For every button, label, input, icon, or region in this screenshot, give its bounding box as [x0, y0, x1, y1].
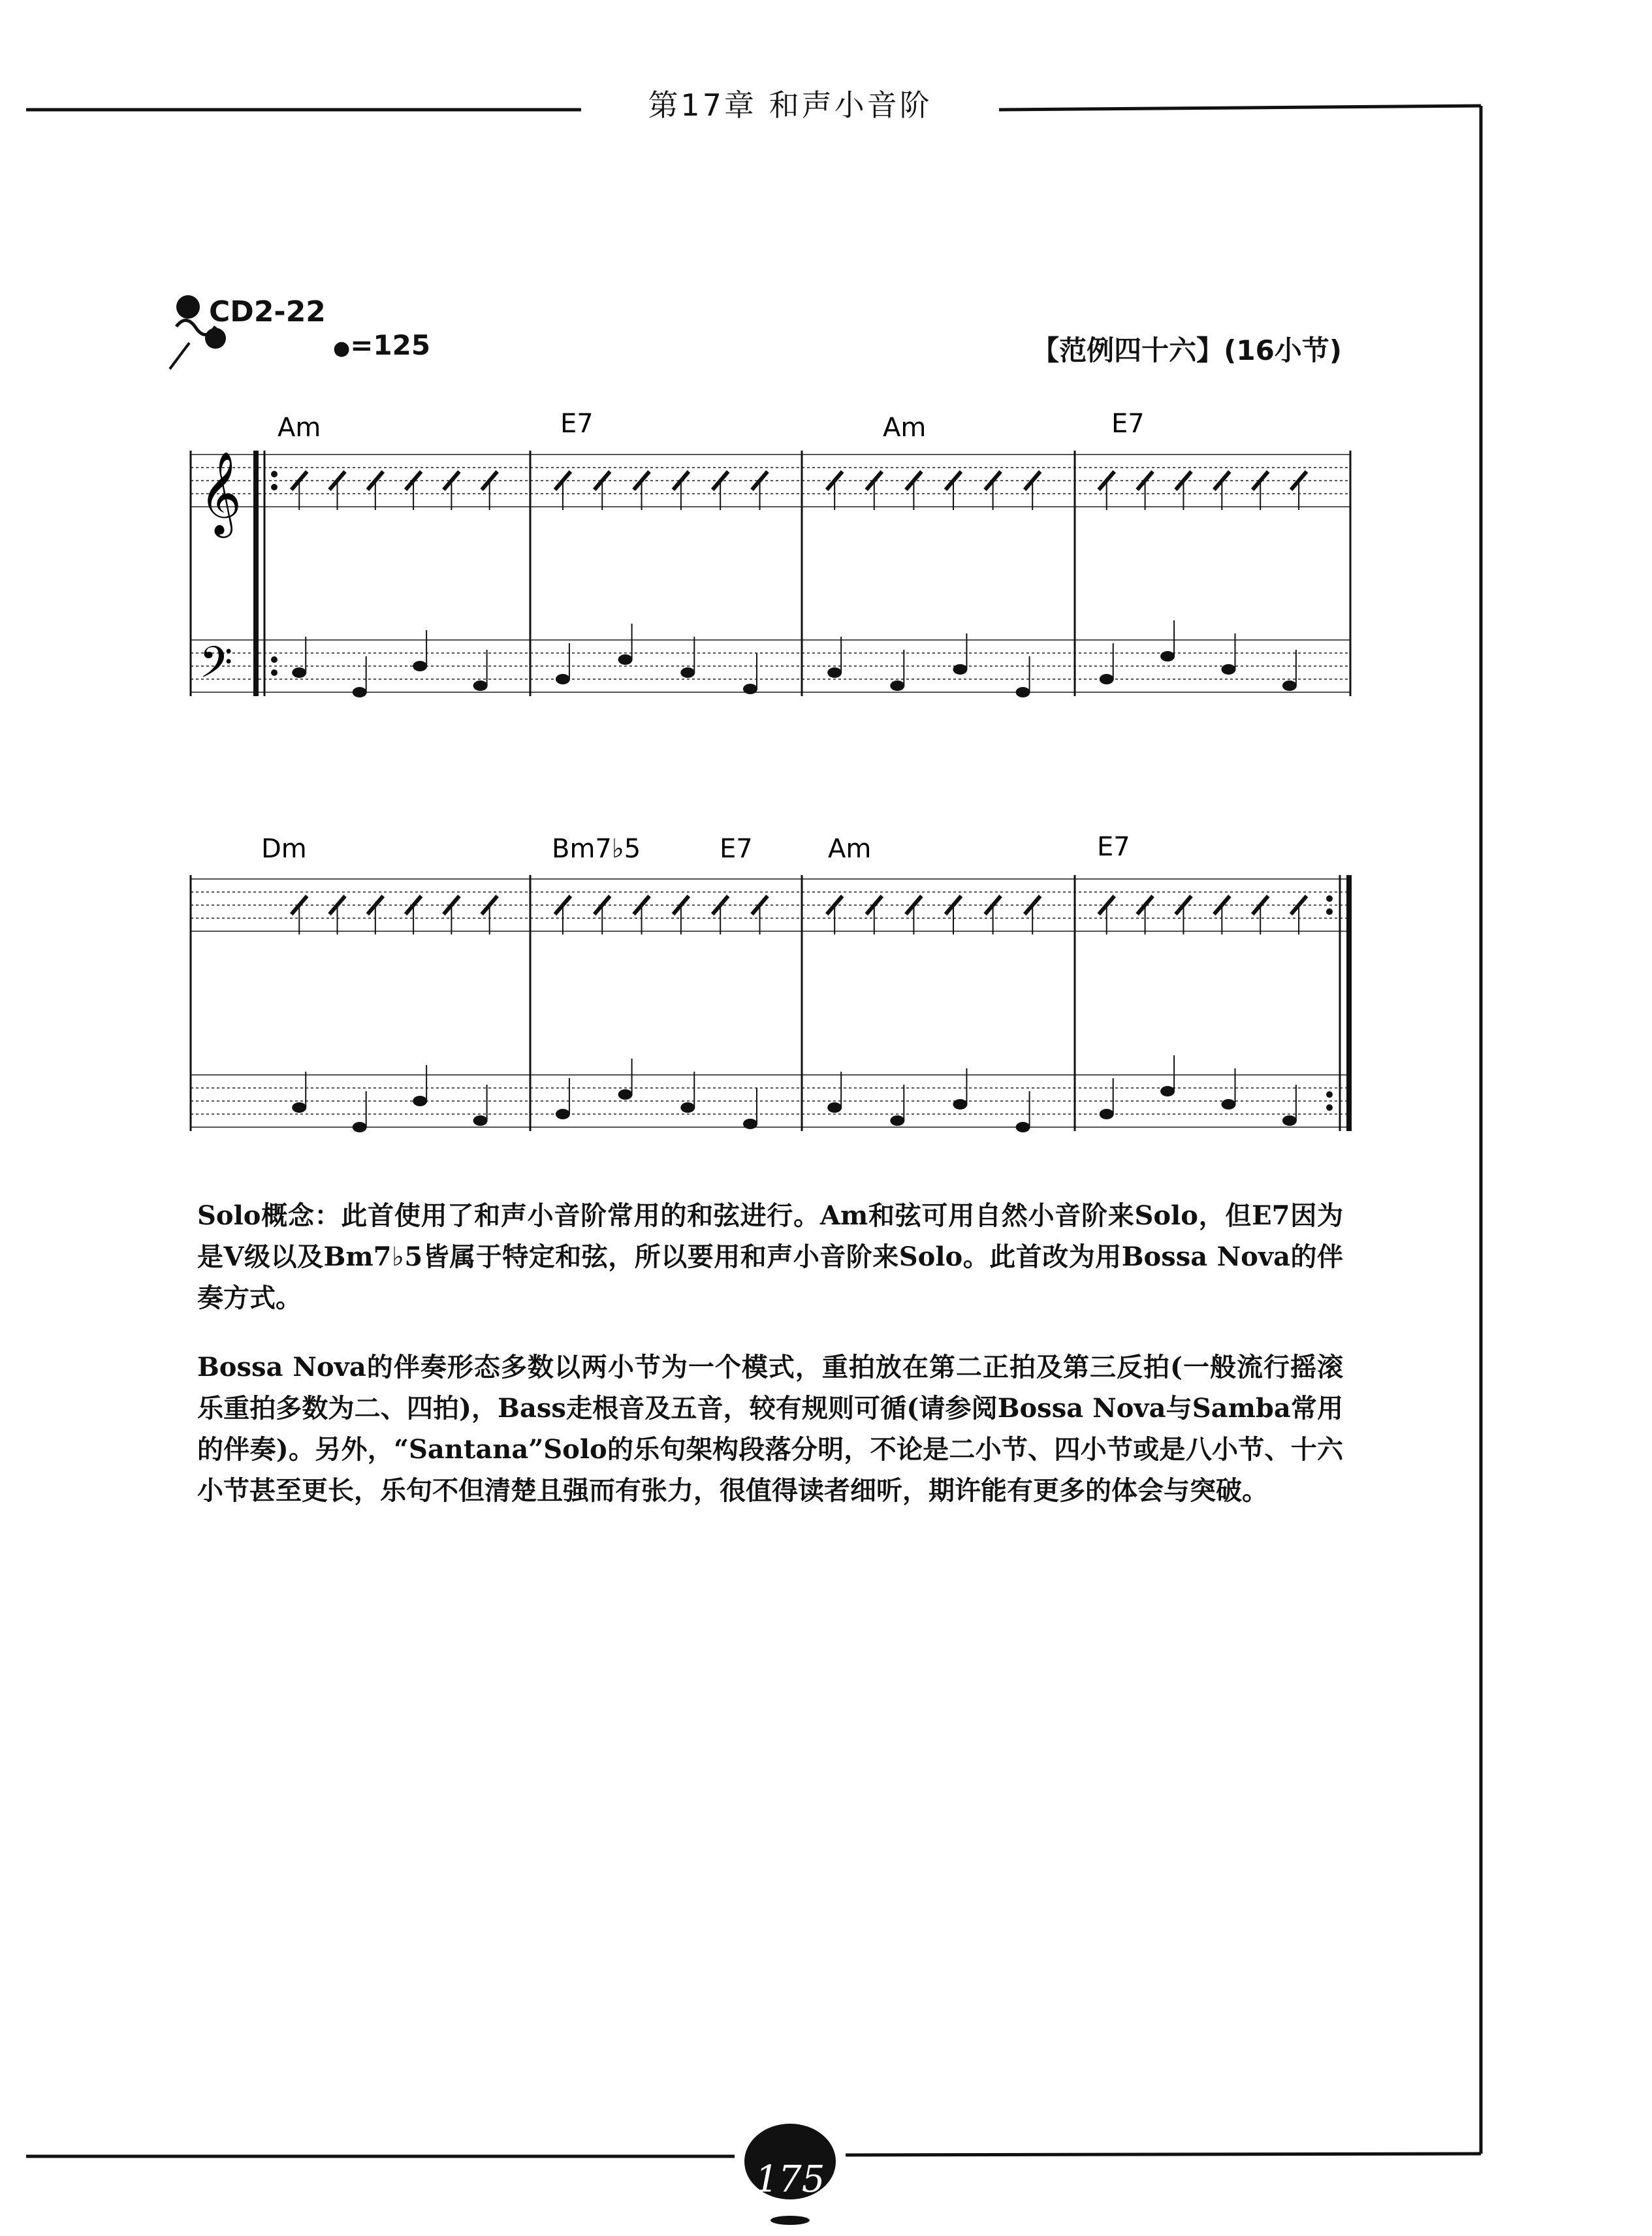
- bass-note: [292, 1102, 306, 1113]
- bass-clef-icon: 𝄢: [199, 637, 233, 698]
- bass-note: [827, 667, 842, 678]
- bass-note: [680, 667, 695, 678]
- bass-note: [743, 684, 757, 694]
- bass-note: [413, 661, 427, 671]
- bass-note: [680, 1102, 695, 1113]
- chord-symbol: E7: [720, 834, 753, 864]
- bass-note: [473, 680, 488, 691]
- chord-symbol: Am: [883, 413, 927, 443]
- bass-note: [618, 654, 633, 665]
- bass-note: [473, 1115, 488, 1126]
- bass-note: [1016, 687, 1030, 697]
- bass-note: [413, 1096, 427, 1106]
- bass-note: [890, 680, 904, 691]
- treble-staff: [191, 455, 1350, 507]
- bass-note: [1282, 680, 1297, 691]
- chord-symbol: Dm: [261, 834, 307, 864]
- bass-note: [1016, 1122, 1030, 1132]
- bass-note: [1100, 674, 1114, 684]
- bass-note: [292, 667, 306, 678]
- rhythm-notation: [291, 471, 1307, 1132]
- bass-note: [353, 687, 367, 697]
- chord-symbol: E7: [1111, 409, 1145, 439]
- bass-note: [353, 1122, 367, 1132]
- bass-note: [1160, 651, 1175, 662]
- bass-note: [1282, 1115, 1297, 1126]
- bass-note: [618, 1089, 633, 1100]
- cd-track-label: CD2-22: [209, 295, 326, 328]
- bass-staff: [191, 1075, 1350, 1127]
- bass-note: [743, 1119, 757, 1129]
- bass-note: [556, 674, 570, 684]
- treble-clef-icon: 𝄞: [199, 451, 242, 534]
- chord-symbol: Am: [278, 413, 321, 443]
- quarter-note-icon: ●: [333, 337, 351, 360]
- example-title: 【范例四十六】(16小节): [1032, 334, 1342, 366]
- bass-staff: [191, 640, 1350, 692]
- bass-note: [1160, 1086, 1175, 1096]
- chapter-title: 第17章 和声小音阶: [648, 88, 932, 123]
- bass-note: [1100, 1109, 1114, 1119]
- bass-note: [1221, 664, 1235, 675]
- treble-staff: [191, 879, 1350, 931]
- bossa-nova-paragraph: Bossa Nova的伴奏形态多数以两小节为一个模式，重拍放在第二正拍及第三反拍(一般流行摇滚乐重拍多数为二、四拍)，Bass走根音及五音，较有规则可循(请参阅Bossa Nova与Samba常用的伴奏)。另外，“Santana”Solo的乐句架构段落分明，不论是二小节、四小节或是八小节、十六小节甚至更长，乐句不但清楚且强而有张力，很值得读者细听，期许能有更多的体会与突破。: [197, 1352, 1343, 1506]
- tempo-value: =125: [350, 329, 431, 361]
- chord-symbol: E7: [560, 409, 594, 439]
- bass-note: [556, 1109, 570, 1119]
- bass-note: [1221, 1099, 1235, 1110]
- chord-symbol: Bm7♭5: [552, 834, 641, 864]
- page-number: 175: [755, 2158, 825, 2201]
- chord-symbol: Am: [828, 834, 872, 864]
- chord-symbol: E7: [1097, 832, 1130, 862]
- bass-note: [953, 1099, 967, 1110]
- solo-concept-paragraph: Solo概念：此首使用了和声小音阶常用的和弦进行。Am和弦可用自然小音阶来Solo，但E7因为是Ⅴ级以及Bm7♭5皆属于特定和弦，所以要用和声小音阶来Solo。此首改为用Bossa Nova的伴奏方式。: [197, 1200, 1343, 1313]
- bass-note: [953, 664, 967, 675]
- bass-note: [827, 1102, 842, 1113]
- bass-note: [890, 1115, 904, 1126]
